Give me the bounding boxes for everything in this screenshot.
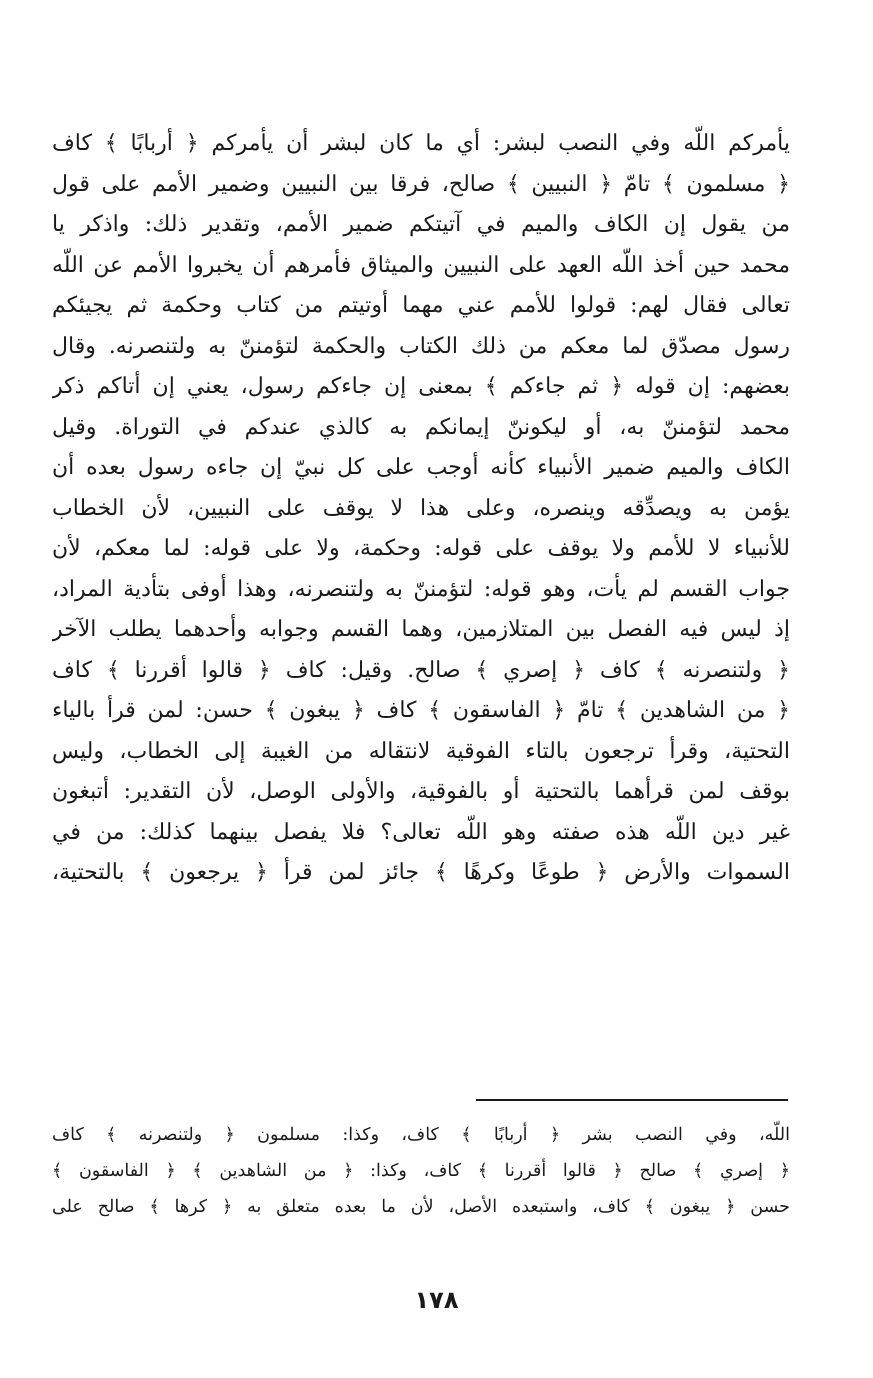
text-line: رسول مصدّق لما معكم من ذلك الكتاب والحكمة لتؤمننّ به ولتنصرنه. وقال bbox=[52, 333, 790, 359]
page-number: ١٧٨ bbox=[414, 1286, 459, 1314]
text-line: الكاف والميم ضمير الأنبياء كأنه أوجب على كل نبيّ إن جاءه رسول بعده أن bbox=[52, 455, 790, 480]
text-line: التحتية، وقرأ ترجعون بالتاء الفوقية لانتقاله من الغيبة إلى الخطاب، وليس bbox=[52, 738, 790, 764]
text-line: ﴿ مسلمون ﴾ تامّ ﴿ النبيين ﴾ صالح، فرقا بين النبيين وضمير الأمم على قول bbox=[52, 171, 790, 197]
text-line: يأمركم اللّه وفي النصب لبشر: أي ما كان لبشر أن يأمركم ﴿ أربابًا ﴾ كاف bbox=[52, 131, 790, 156]
footnotes-block bbox=[52, 1117, 790, 1225]
text-line: من يقول إن الكاف والميم في آتيتكم ضمير الأمم، وتقدير ذلك: واذكر يا bbox=[52, 212, 790, 237]
text-line: تعالى فقال لهم: قولوا للأمم عني مهما أوتيتم من كتاب وحكمة ثم يجيئكم bbox=[52, 293, 790, 318]
text-line: محمد لتؤمننّ به، أو ليكوننّ إيمانكم به كالذي عندكم في التوراة. وقيل bbox=[52, 414, 790, 440]
text-line: للأنبياء لا للأمم ولا يوقف على قوله: وحكمة، ولا على قوله: لما معكم، لأن bbox=[52, 536, 790, 561]
text-line: ﴿ من الشاهدين ﴾ تامّ ﴿ الفاسقون ﴾ كاف ﴿ يبغون ﴾ حسن: لمن قرأ بالياء bbox=[52, 698, 790, 723]
footnote-separator bbox=[476, 1099, 788, 1101]
text-line: غير دين اللّه هذه صفته وهو اللّه تعالى؟ فلا يفصل بينهما كذلك: من في bbox=[52, 819, 790, 845]
text-line: إذ ليس فيه الفصل بين المتلازمين، وهما القسم وجوابه وأحدهما يطلب الآخر bbox=[52, 617, 790, 642]
text-line: بوقف لمن قرأهما بالتحتية أو بالفوقية، والأولى الوصل، لأن التقدير: أتبغون bbox=[52, 779, 790, 804]
text-line: محمد حين أخذ اللّه العهد على النبيين والميثاق فأمرهم أن يخبروا الأمم عن اللّه bbox=[52, 252, 790, 278]
text-line: يؤمن به ويصدِّقه وينصره، وعلى هذا لا يوقف على النبيين، لأن الخطاب bbox=[52, 495, 790, 521]
main-text-block bbox=[52, 124, 790, 894]
footnote-line: حسن ﴿ يبغون ﴾ كاف، واستبعده الأصل، لأن ما بعده متعلق به ﴿ كرها ﴾ صالح على bbox=[52, 1197, 790, 1217]
footnote-line: اللّه، وفي النصب بشر ﴿ أربابًا ﴾ كاف، وكذا: مسلمون ﴿ ولتنصرنه ﴾ كاف bbox=[52, 1125, 790, 1145]
text-line: جواب القسم لم يأت، وهو قوله: لتؤمننّ به ولتنصرنه، وهذا أوفى بتأدية المراد، bbox=[52, 576, 790, 602]
footnote-line: ﴿ إصري ﴾ صالح ﴿ قالوا أقررنا ﴾ كاف، وكذا: ﴿ من الشاهدين ﴾ ﴿ الفاسقون ﴾ bbox=[52, 1161, 790, 1181]
text-line: ﴿ ولتنصرنه ﴾ كاف ﴿ إصري ﴾ صالح. وقيل: كاف ﴿ قالوا أقررنا ﴾ كاف bbox=[52, 657, 790, 683]
text-line: السموات والأرض ﴿ طوعًا وكرهًا ﴾ جائز لمن قرأ ﴿ يرجعون ﴾ بالتحتية، bbox=[52, 860, 790, 885]
text-line: بعضهم: إن قوله ﴿ ثم جاءكم ﴾ بمعنى إن جاءكم رسول، يعني إن أتاكم ذكر bbox=[52, 374, 790, 399]
